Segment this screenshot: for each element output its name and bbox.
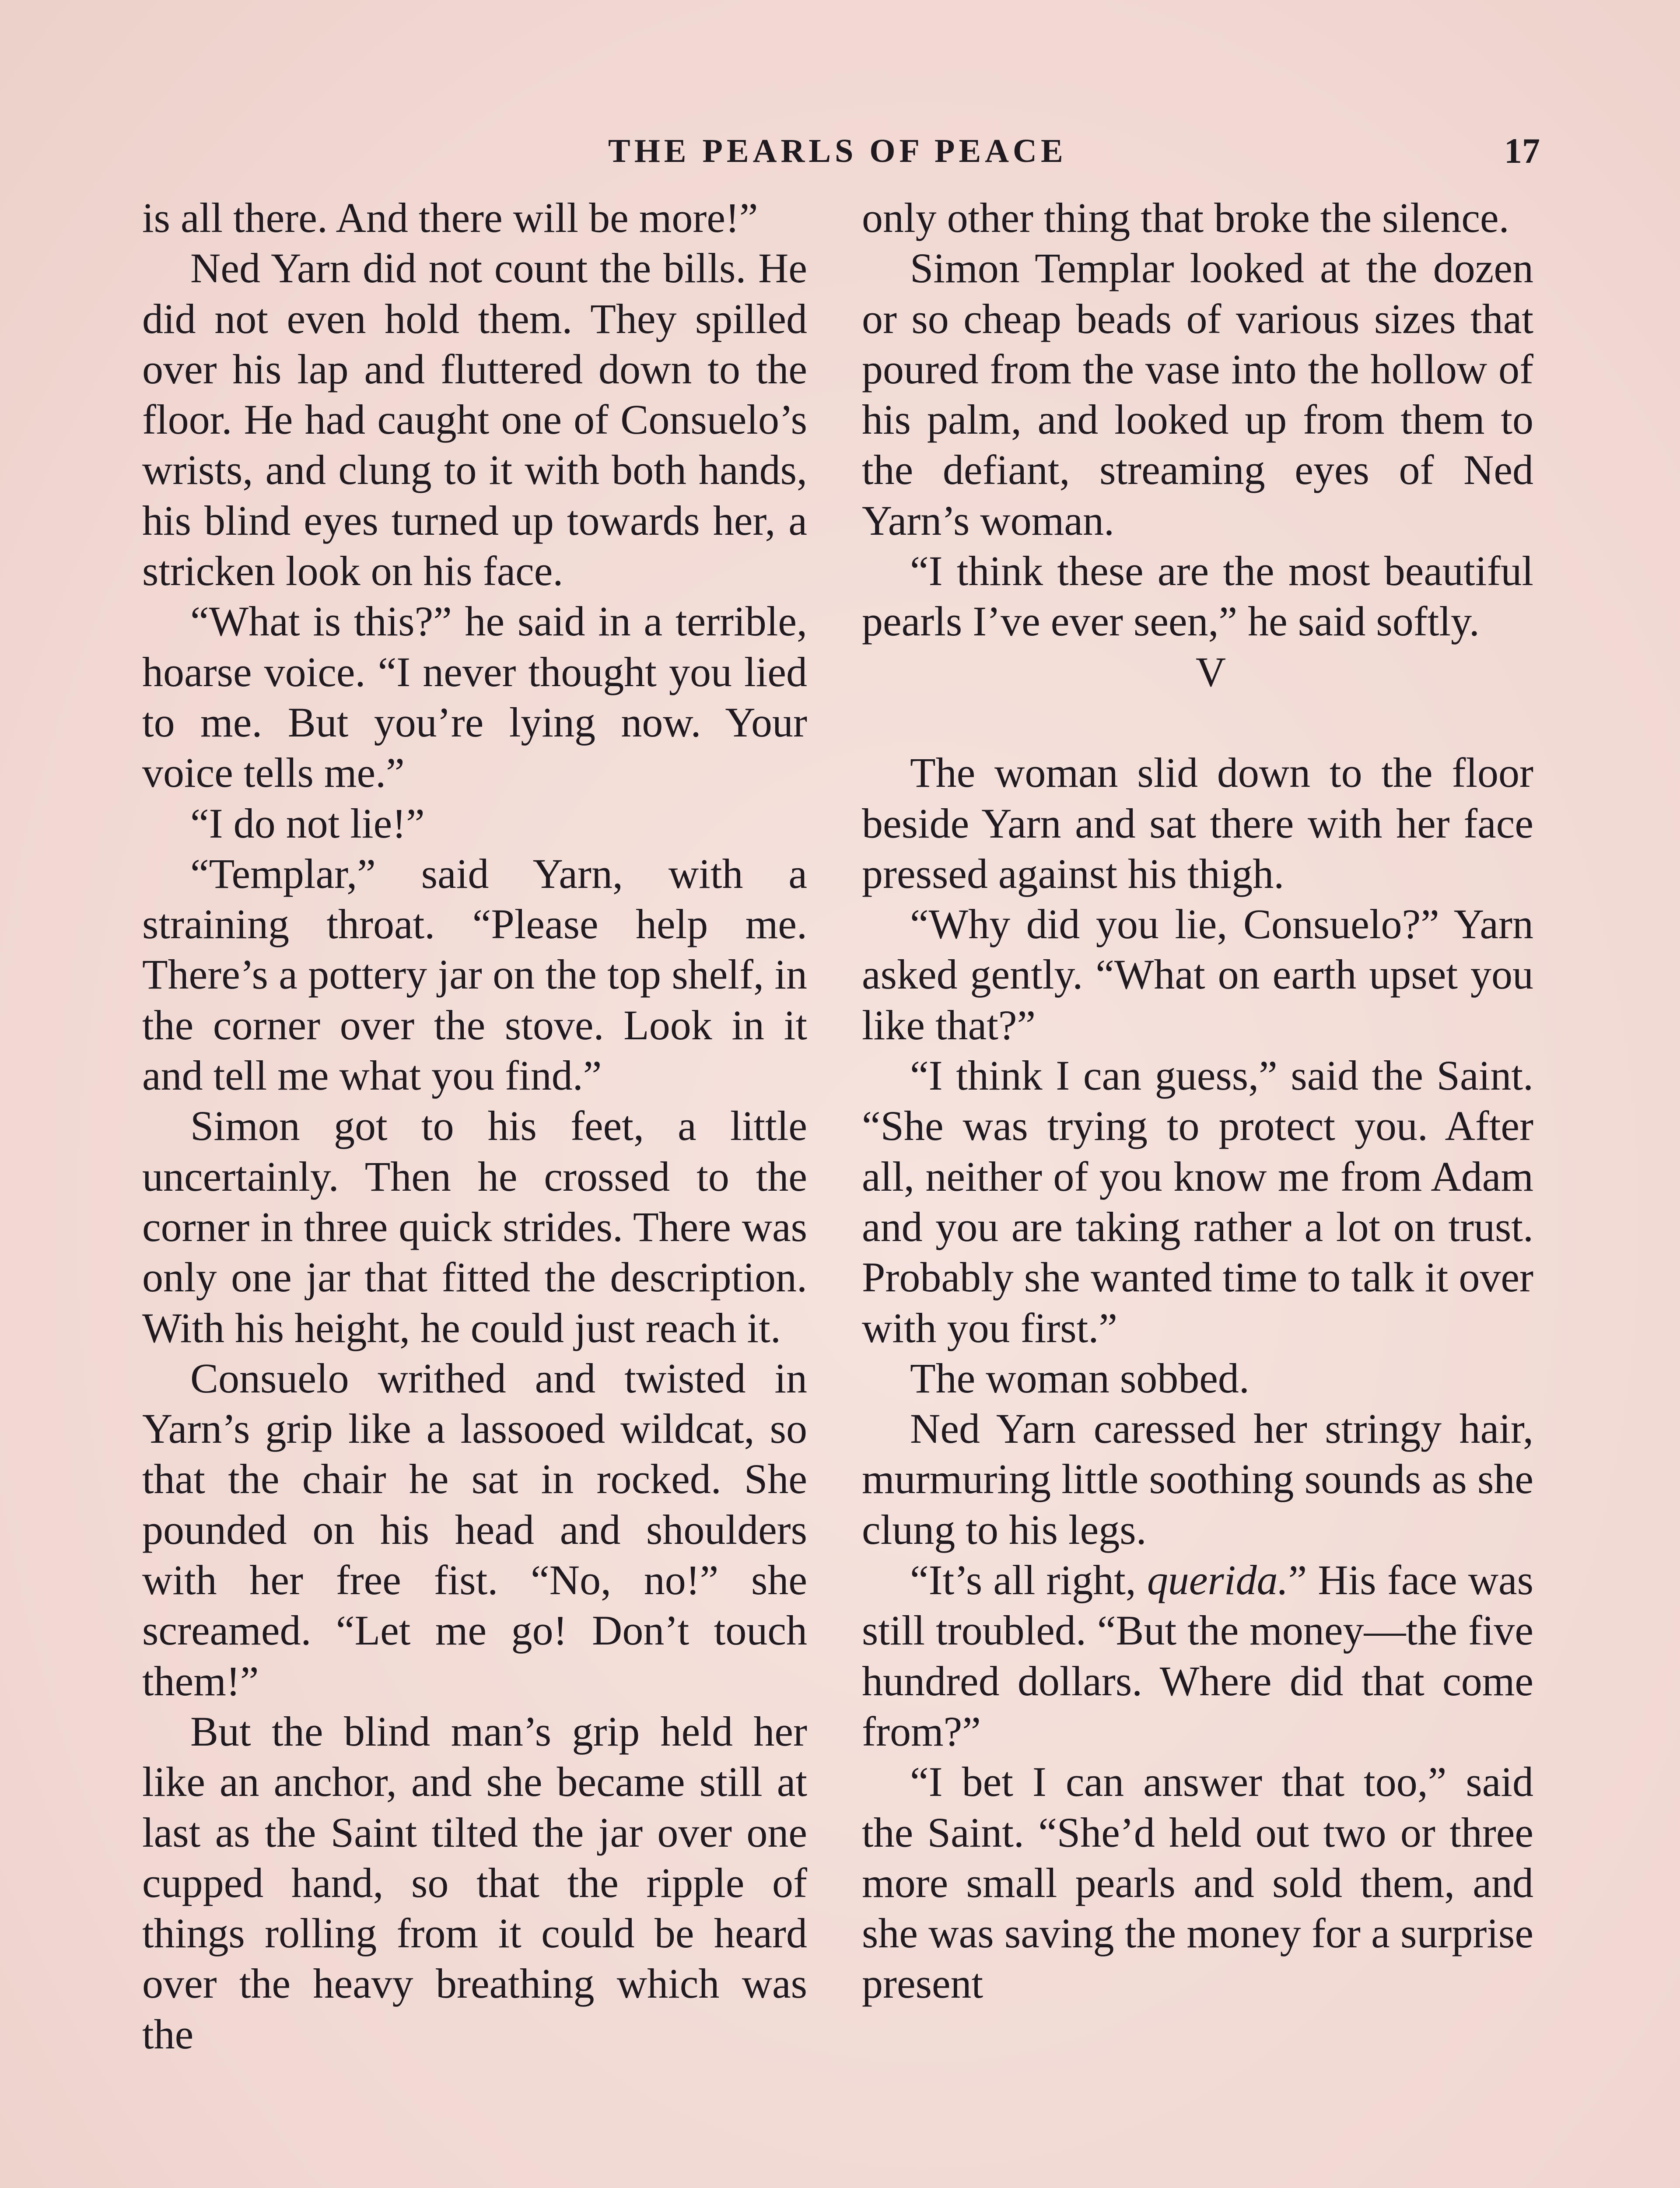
paragraph: “I think I can guess,” said the Saint. “She was trying to protect you. After all, neither of you know me from Adam and you are taking rather a lot on trust. Probably she wanted time to talk it over with you first.” [862,1052,1533,1351]
paragraph: Simon Templar looked at the dozen or so cheap beads of various sizes that poured from the vase into the hollow of his palm, and looked up from them to the defiant, streaming eyes of Ned Yarn’s woman. [862,245,1533,544]
section-heading: V [1195,648,1226,695]
running-head [0,127,1680,175]
paragraph: Ned Yarn caressed her stringy hair, murmuring little soothing sounds as she clung to his legs. [862,1405,1533,1553]
italic-word: querida. [1147,1557,1288,1604]
text-run: “It’s all right, [910,1557,1147,1604]
paragraph: Consuelo writhed and twisted in Yarn’s grip like a lassooed wildcat, so that the chair he sat in rocked. She pounded on his head and shoulders with her free fist. “No, no!” she screamed. “Let me go! Don’t touch them!” [142,1354,807,1704]
left-column [142,193,807,2188]
paragraph: only other thing that broke the silence. [862,194,1509,241]
paragraph: “Templar,” said Yarn, with a straining throat. “Please help me. There’s a pottery jar on the top shelf, in the corner over the stove. Look in it and tell me what you find.” [142,850,807,1099]
paragraph: “I think these are the most beautiful pearls I’ve ever seen,” he said softly. [862,547,1533,645]
paragraph: The woman slid down to the floor beside Yarn and sat there with her face pressed against his thigh. [862,749,1533,897]
paragraph: But the blind man’s grip held her like an anchor, and she became still at last as the Saint tilted the jar over one cupped hand, so that the ripple of things rolling from it could be heard over the heavy breathing which was the [142,1708,807,2058]
text-run: ” His face was still troubled. “But the money—the five hundred dollars. Where did that come from?” [862,1557,1533,1755]
paragraph-querida [862,1555,1533,1757]
paragraph: “I bet I can answer that too,” said the Saint. “She’d held out two or three more small pearls and sold them, and she was saving the money for a surprise present [862,1758,1533,2007]
page-number: 17 [1504,131,1540,171]
paragraph: The woman sobbed. [910,1354,1250,1402]
paragraph: “I do not lie!” [190,799,425,847]
paragraph: “Why did you lie, Consuelo?” Yarn asked gently. “What on earth upset you like that?” [862,901,1533,1048]
right-column [862,193,1533,2188]
paragraph: Simon got to his feet, a little uncertainly. Then he crossed to the corner in three quick strides. There was only one jar that fitted the description. With his height, he could just reach it. [142,1102,807,1351]
running-title: THE PEARLS OF PEACE [608,133,1067,169]
paragraph: Ned Yarn did not count the bills. He did not even hold them. They spilled over his lap and fluttered down to the floor. He had caught one of Consuelo’s wrists, and clung to it with both hands, his blind eyes turned up towards her, a stricken look on his face. [142,245,807,595]
paragraph: is all there. And there will be more!” [142,194,758,241]
paragraph: “What is this?” he said in a terrible, hoarse voice. “I never thought you lied to me. But you’re lying now. Your voice tells me.” [142,598,807,796]
